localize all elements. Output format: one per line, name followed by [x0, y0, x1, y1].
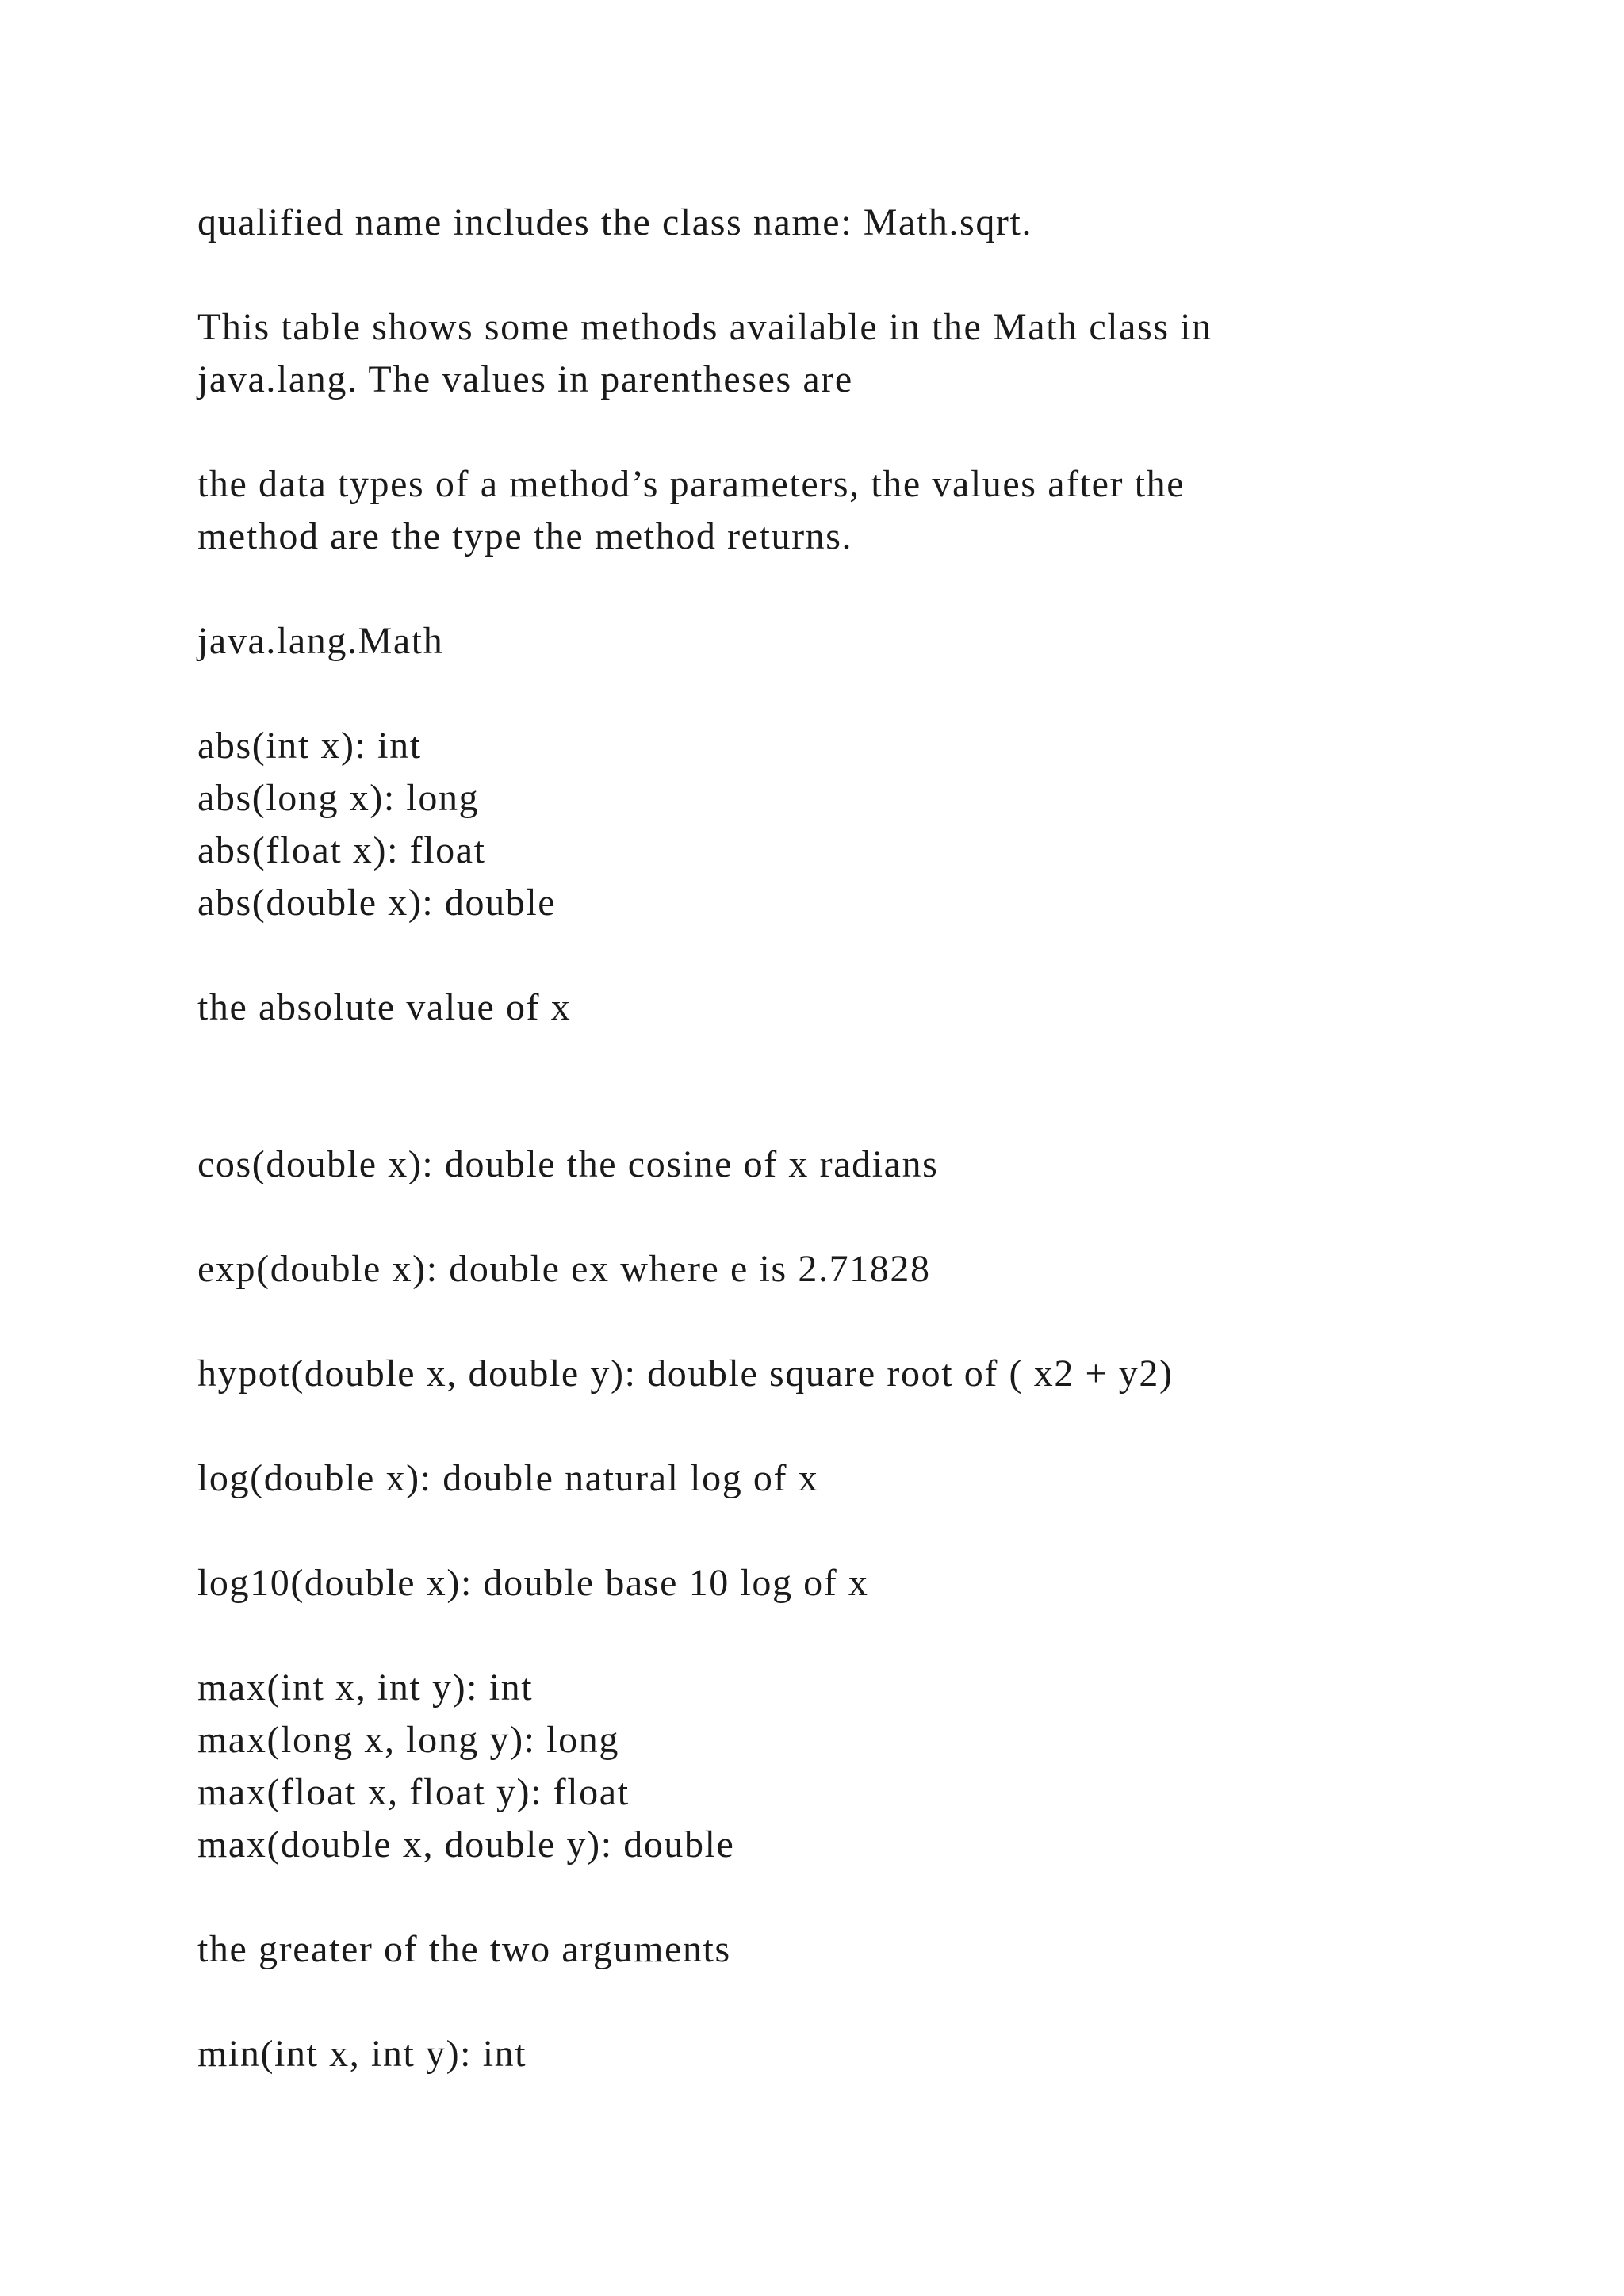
method-cos: cos(double x): double the cosine of x radians: [197, 1143, 939, 1185]
class-heading: java.lang.Math: [197, 620, 444, 662]
method-max-float: max(float x, float y): float: [197, 1771, 630, 1813]
method-max-int: max(int x, int y): int: [197, 1667, 534, 1709]
abs-description: the absolute value of x: [197, 986, 572, 1028]
method-max-double: max(double x, double y): double: [197, 1823, 735, 1866]
intro-line: qualified name includes the class name: Math.sqrt.: [197, 201, 1033, 243]
table-intro-line-1: This table shows some methods available in the Math class in: [197, 306, 1212, 348]
method-abs-double: abs(double x): double: [197, 882, 557, 924]
max-description: the greater of the two arguments: [197, 1928, 731, 1970]
method-min-int: min(int x, int y): int: [197, 2033, 527, 2075]
table-intro-line-3: the data types of a method’s parameters, the values after the: [197, 463, 1185, 505]
method-abs-float: abs(float x): float: [197, 829, 486, 871]
method-log: log(double x): double natural log of x: [197, 1457, 819, 1499]
method-max-long: max(long x, long y): long: [197, 1719, 619, 1761]
method-log10: log10(double x): double base 10 log of x: [197, 1562, 869, 1604]
method-exp: exp(double x): double ex where e is 2.71828: [197, 1248, 931, 1290]
table-intro-line-2: java.lang. The values in parentheses are: [197, 358, 853, 400]
table-intro-line-4: method are the type the method returns.: [197, 515, 853, 557]
method-hypot: hypot(double x, double y): double square root of ( x2 + y2): [197, 1353, 1174, 1395]
method-abs-int: abs(int x): int: [197, 725, 422, 767]
method-abs-long: abs(long x): long: [197, 777, 480, 819]
